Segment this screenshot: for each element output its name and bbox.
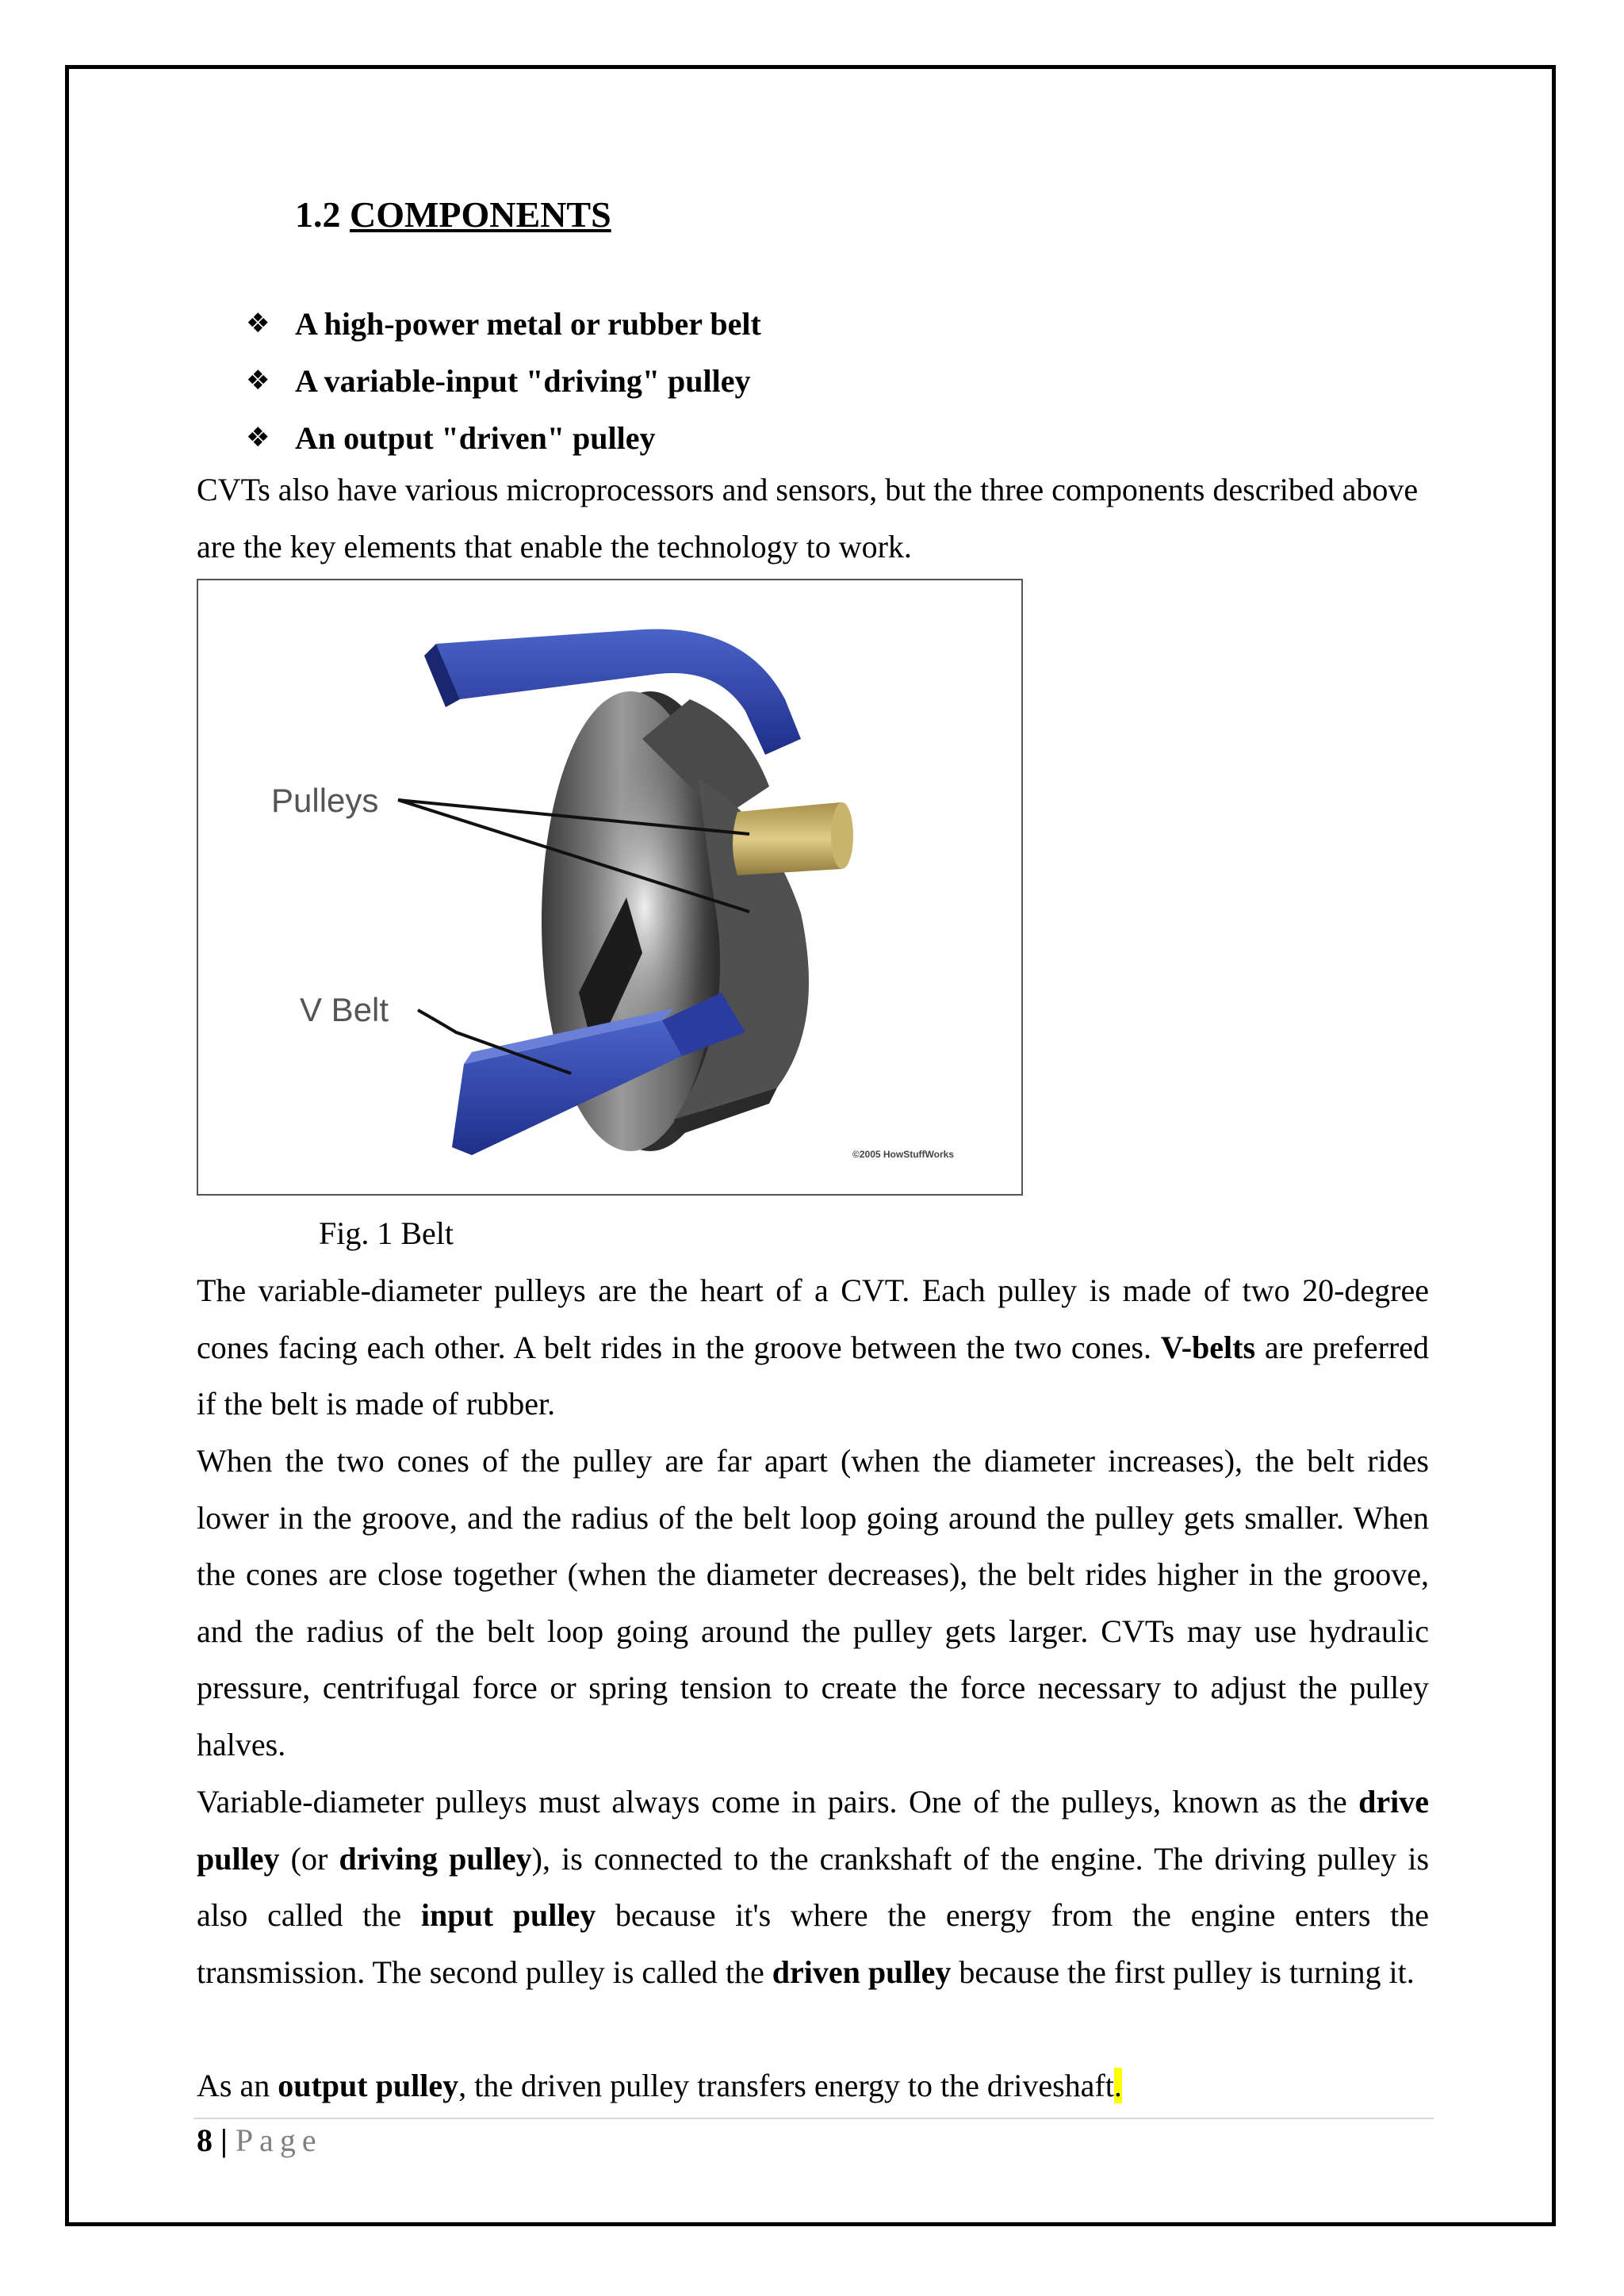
shaft	[733, 802, 853, 875]
text-run: Variable-diameter pulleys must always come in pairs. One of the pulleys, known as the	[197, 1784, 1359, 1820]
bold-term: output pulley	[278, 2068, 459, 2103]
bold-term: drive pulley	[197, 1784, 1429, 1877]
list-item-text: A variable-input "driving" pulley	[295, 362, 751, 399]
figure-copyright: ©2005 HowStuffWorks	[852, 1149, 954, 1160]
text-run: ), is connected to the crankshaft of the engine. The driving pulley is also called the	[197, 1840, 1430, 1933]
text-run: are preferred if the belt is made of rubber.	[197, 1329, 1429, 1422]
pulleys-label: Pulleys	[271, 782, 379, 819]
list-item	[246, 409, 761, 466]
text-run: The variable-diameter pulleys are the heart of a CVT. Each pulley is made of two 20-degree cones facing each other. A belt rides in the groove between the two cones.	[197, 1272, 1429, 1365]
page-number: 8	[197, 2122, 213, 2158]
section-title: COMPONENTS	[350, 194, 611, 235]
diamond-bullet-icon: ❖	[246, 308, 270, 339]
text-run: because it's where the energy from the engine enters the transmission. The second pulley is called the	[197, 1897, 1429, 1990]
bold-term: V-belts	[1160, 1329, 1256, 1365]
text-run: (or	[279, 1840, 339, 1877]
paragraph-output	[197, 2057, 1429, 2114]
paragraph-cones: When the two cones of the pulley are far apart (when the diameter increases), the belt rides lower in the groove, and the radius of the belt loop going around the pulley gets smaller. When the cones are close together (when the diameter decreases), the belt rides higher in the groove, and the radius of the belt loop going around the pulley gets larger. CVTs may use hydraulic pressure, centrifugal force or spring tension to create the force necessary to adjust the pulley halves.	[197, 1443, 1429, 1762]
text-run: because the first pulley is turning it.	[951, 1954, 1415, 1990]
list-item	[246, 352, 761, 409]
text-run: As an	[197, 2068, 278, 2103]
section-number: 1.2	[295, 194, 341, 235]
paragraph-pairs	[197, 1774, 1429, 2000]
section-heading	[295, 193, 611, 235]
figure-caption: Fig. 1 Belt	[319, 1215, 454, 1251]
diamond-bullet-icon: ❖	[246, 365, 270, 396]
list-item-text: An output "driven" pulley	[295, 419, 656, 456]
cvt-pulley-illustration	[198, 580, 1021, 1194]
intro-paragraph: CVTs also have various microprocessors and sensors, but the three components described above are the key elements that enable the technology to work.	[197, 472, 1419, 564]
page-word: Page	[235, 2122, 323, 2158]
v-belt-label: V Belt	[300, 991, 389, 1028]
footer-separator: |	[220, 2122, 228, 2158]
component-list	[246, 295, 761, 466]
bold-term: input pulley	[420, 1897, 596, 1933]
highlighted-period: .	[1113, 2068, 1122, 2103]
page-footer	[197, 2122, 323, 2159]
bold-term: driven pulley	[772, 1954, 952, 1990]
text-run: , the driven pulley transfers energy to the driveshaft	[458, 2068, 1114, 2103]
list-item-text: A high-power metal or rubber belt	[295, 305, 761, 342]
diamond-bullet-icon: ❖	[246, 422, 270, 453]
bold-term: driving pulley	[339, 1840, 532, 1877]
list-item	[246, 295, 761, 352]
footer-divider	[193, 2118, 1434, 2119]
cvt-belt-figure	[197, 579, 1023, 1196]
paragraph-pulleys	[197, 1262, 1429, 1433]
